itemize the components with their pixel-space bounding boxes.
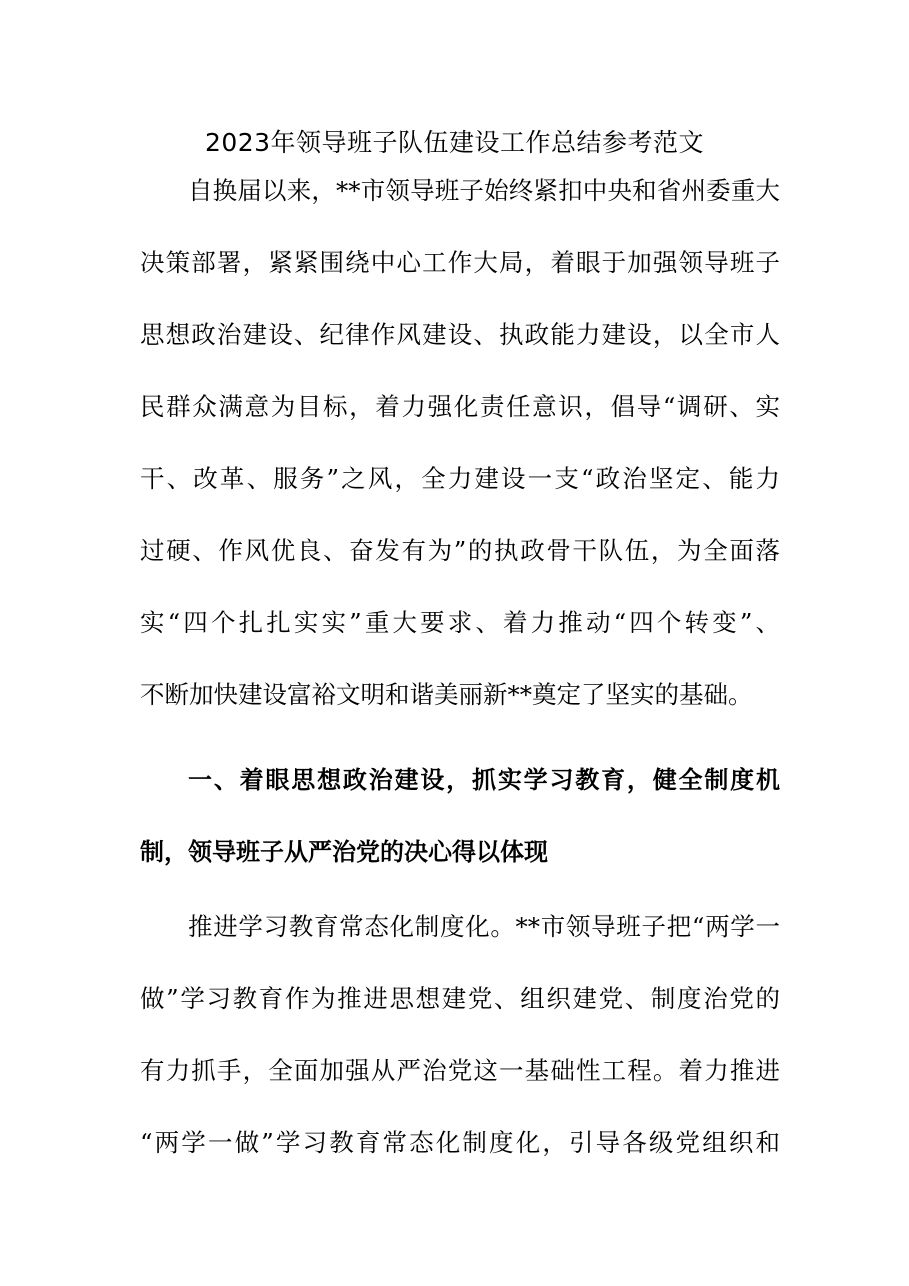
section-heading-line: 制，领导班子从严治党的决心得以体现 xyxy=(140,838,548,866)
paragraph-line: 过硬、作风优良、奋发有为”的执政骨干队伍，为全面落 xyxy=(140,536,780,565)
document-title: 2023年领导班子队伍建设工作总结参考范文 xyxy=(204,128,705,157)
paragraph-line: 自换届以来，**市领导班子始终紧扣中央和省州委重大 xyxy=(188,176,780,205)
paragraph-line: 民群众满意为目标，着力强化责任意识，倡导“调研、实 xyxy=(140,392,780,421)
paragraph-line: 不断加快建设富裕文明和谐美丽新**奠定了坚实的基础。 xyxy=(140,680,753,709)
paragraph-line: 推进学习教育常态化制度化。**市领导班子把“两学一 xyxy=(188,912,780,941)
paragraph-line: 干、改革、服务”之风，全力建设一支“政治坚定、能力 xyxy=(140,464,780,493)
paragraph-line: 有力抓手，全面加强从严治党这一基础性工程。着力推进 xyxy=(140,1056,780,1085)
paragraph-line: 实“四个扎扎实实”重大要求、着力推动“四个转变”、 xyxy=(140,608,780,637)
paragraph-line: 做”学习教育作为推进思想建党、组织建党、制度治党的 xyxy=(140,984,780,1013)
paragraph-line: 思想政治建设、纪律作风建设、执政能力建设，以全市人 xyxy=(140,320,780,349)
section-heading-line: 一、着眼思想政治建设，抓实学习教育，健全制度机 xyxy=(188,766,780,794)
paragraph-line: “两学一做”学习教育常态化制度化，引导各级党组织和 xyxy=(140,1128,780,1157)
paragraph-line: 决策部署，紧紧围绕中心工作大局，着眼于加强领导班子 xyxy=(140,248,780,277)
